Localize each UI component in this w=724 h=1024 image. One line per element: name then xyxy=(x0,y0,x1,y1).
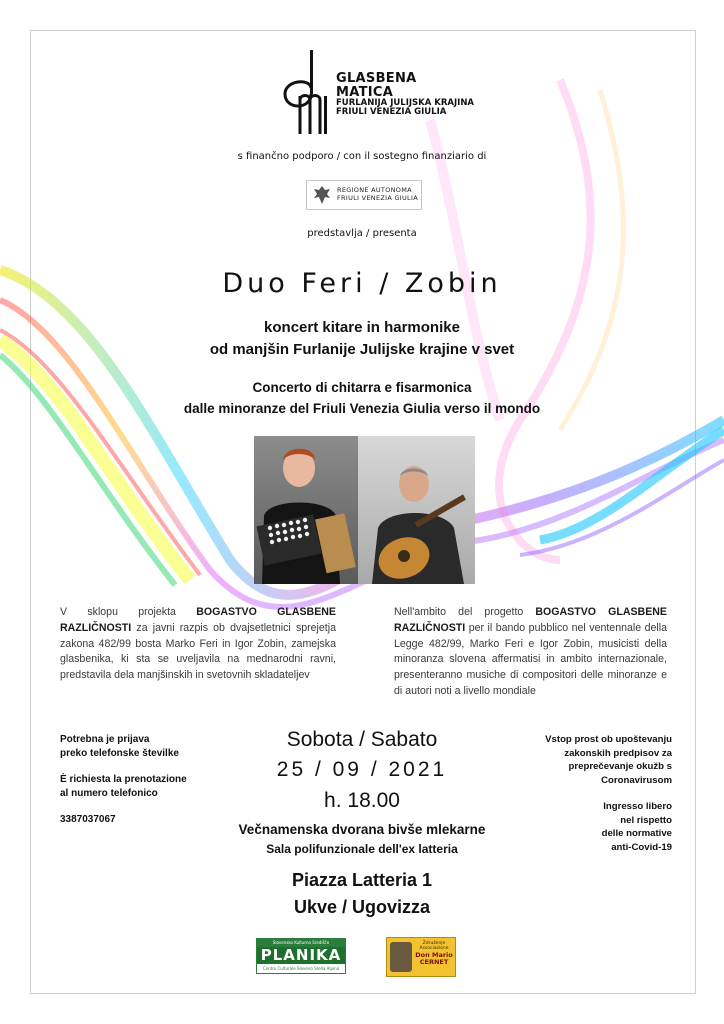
entry-slo-line2: zakonskih predpisov za xyxy=(564,747,672,759)
cernet-top-text: Združenje Associazione xyxy=(419,941,449,951)
subtitle-italian xyxy=(0,377,724,419)
subtitle-slovenian xyxy=(0,317,724,361)
support-text: s finančno podporo / con il sostegno finanziario di xyxy=(237,151,487,162)
venue-slovenian: Večnamenska dvorana bivše mlekarne xyxy=(238,822,486,837)
subtitle-slo-line2: od manjšin Furlanije Julijske krajine v svet xyxy=(209,341,515,358)
description-ita-pre: Nell'ambito del progetto xyxy=(394,606,536,618)
reservation-ita-line2: al numero telefonico xyxy=(60,788,158,799)
address-line2: Ukve / Ugovizza xyxy=(293,897,431,917)
entry-slo-line4: Coronavirusom xyxy=(601,774,672,786)
logo-line4: FRIULI VENEZIA GIULIA xyxy=(336,107,447,118)
entry-ita-line1: Ingresso libero xyxy=(603,801,672,812)
entry-ita-line4: anti-Covid-19 xyxy=(611,841,672,853)
phone-number: 3387037067 xyxy=(60,814,116,825)
planika-logo xyxy=(256,938,346,974)
description-ita-post: per il bando pubblico nel ventennale della Legge 482/99, Marko Feri e Igor Zobin, musicisti della minoranza slovena affermatisi in ambito internazionale, presenteranno musiche di compositori delle minoranze e di autori noti a livello mondiale xyxy=(394,621,667,697)
entry-ita-line3: delle normative xyxy=(601,828,672,839)
description-italian xyxy=(394,605,667,700)
event-day: Sobota / Sabato xyxy=(286,728,438,751)
glasbena-matica-logo-text xyxy=(336,72,474,117)
musicians-photo xyxy=(254,436,475,584)
entry-slo-line3: preprečevanje okužb s xyxy=(568,761,672,772)
entry-slo-line1: Vstop prost ob upoštevanju xyxy=(545,734,672,745)
event-date: 25 / 09 / 2021 xyxy=(276,758,448,781)
portrait-icon xyxy=(390,942,412,972)
eagle-icon xyxy=(312,184,332,206)
reservation-slo-line1: Potrebna je prijava xyxy=(60,734,150,745)
event-time: h. 18.00 xyxy=(324,789,400,812)
venue-italian: Sala polifunzionale dell'ex latteria xyxy=(266,842,458,856)
reservation-slo-line2: preko telefonske številke xyxy=(60,748,179,759)
description-slovenian xyxy=(60,605,336,684)
cernet-logo xyxy=(386,937,456,977)
entry-ita-line2: nel rispetto xyxy=(620,814,672,826)
presents-text: predstavlja / presenta xyxy=(307,228,417,239)
description-slo-post: za javni razpis ob dvajsetletnici sprejetja zakona 482/99 bosta Marko Feri in Igor Zobin, zamejska glasbenika, ki sta se uveljavila na mednarodni ravni, predstavila dela manjšinskih in svetovnih skladateljev xyxy=(60,621,336,682)
region-logo-text xyxy=(337,186,418,202)
glasbena-matica-logo-icon xyxy=(282,50,332,134)
planika-bottom-text: Centro Culturale Sloveno Stella Alpina xyxy=(262,966,340,971)
description-slo-project-name: BOGASTVO GLASBENE RAZLIČNOSTI xyxy=(60,606,336,634)
subtitle-ita-line2: dalle minoranze del Friuli Venezia Giulia verso il mondo xyxy=(183,401,541,416)
planika-name: PLANIKA xyxy=(257,947,345,964)
planika-top-text: Slovensko Kulturno Središče xyxy=(257,939,345,947)
subtitle-slo-line1: koncert kitare in harmonike xyxy=(264,319,460,336)
description-slo-pre: V sklopu projekta xyxy=(60,606,197,618)
region-line1: REGIONE AUTONOMA xyxy=(337,186,412,194)
cernet-name: Don Mario CERNET xyxy=(415,951,453,966)
concert-title: Duo Feri / Zobin xyxy=(222,268,502,299)
logo-line1: GLASBENA xyxy=(336,71,417,86)
logo-line2: MATICA xyxy=(336,84,394,100)
description-ita-project-name: BOGASTVO GLASBENE RAZLIČNOSTI xyxy=(394,606,667,634)
subtitle-ita-line1: Concerto di chitarra e fisarmonica xyxy=(252,380,472,395)
region-logo xyxy=(306,180,422,210)
address-line1: Piazza Latteria 1 xyxy=(291,870,433,890)
region-line2: FRIULI VENEZIA GIULIA xyxy=(337,194,418,203)
reservation-ita-line1: È richiesta la prenotazione xyxy=(60,774,187,785)
logo-line3: FURLANIJA JULIJSKA KRAJINA xyxy=(336,98,475,109)
